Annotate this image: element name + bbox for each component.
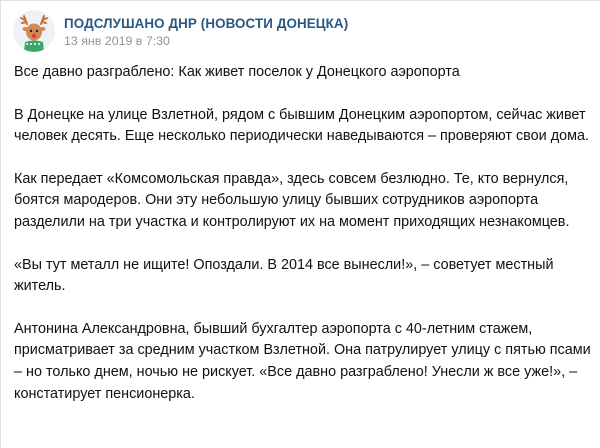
- post-paragraph: «Вы тут металл не ищите! Опоздали. В 2014 все вынесли!», – советует местный житель.: [14, 256, 554, 295]
- author-link[interactable]: ПОДСЛУШАНО ДНР (НОВОСТИ ДОНЕЦКА): [64, 16, 349, 31]
- post-meta: [64, 16, 348, 48]
- post-paragraph: Как передает «Комсомольская правда», здесь совсем безлюдно. Те, кто вернулся, боятся мародеров. Они эту небольшую улицу бывших сотрудников аэропорта разделили на три участка и контролируют их на момент приходящих незнакомцев.: [14, 170, 570, 230]
- post-date[interactable]: 13 янв 2019 в 7:30: [64, 34, 170, 48]
- post-body: [14, 62, 594, 426]
- reindeer-avatar-icon[interactable]: [13, 10, 55, 52]
- post-header: [13, 10, 348, 52]
- post-paragraph: Все давно разграблено: Как живет поселок у Донецкого аэропорта: [14, 64, 460, 80]
- post-paragraph: Антонина Александровна, бывший бухгалтер аэропорта с 40-летним стажем, присматривает за средним участком Взлетной. Она патрулирует улицу с пятью псами – но только днем, ночью не рискует. «Все давно разграблено! Унесли ж все уже!», – констатирует пенсионерка.: [14, 320, 591, 402]
- post-paragraph: В Донецке на улице Взлетной, рядом с бывшим Донецким аэропортом, сейчас живет человек десять. Еще несколько периодически наведываются – проверяют свои дома.: [14, 106, 589, 145]
